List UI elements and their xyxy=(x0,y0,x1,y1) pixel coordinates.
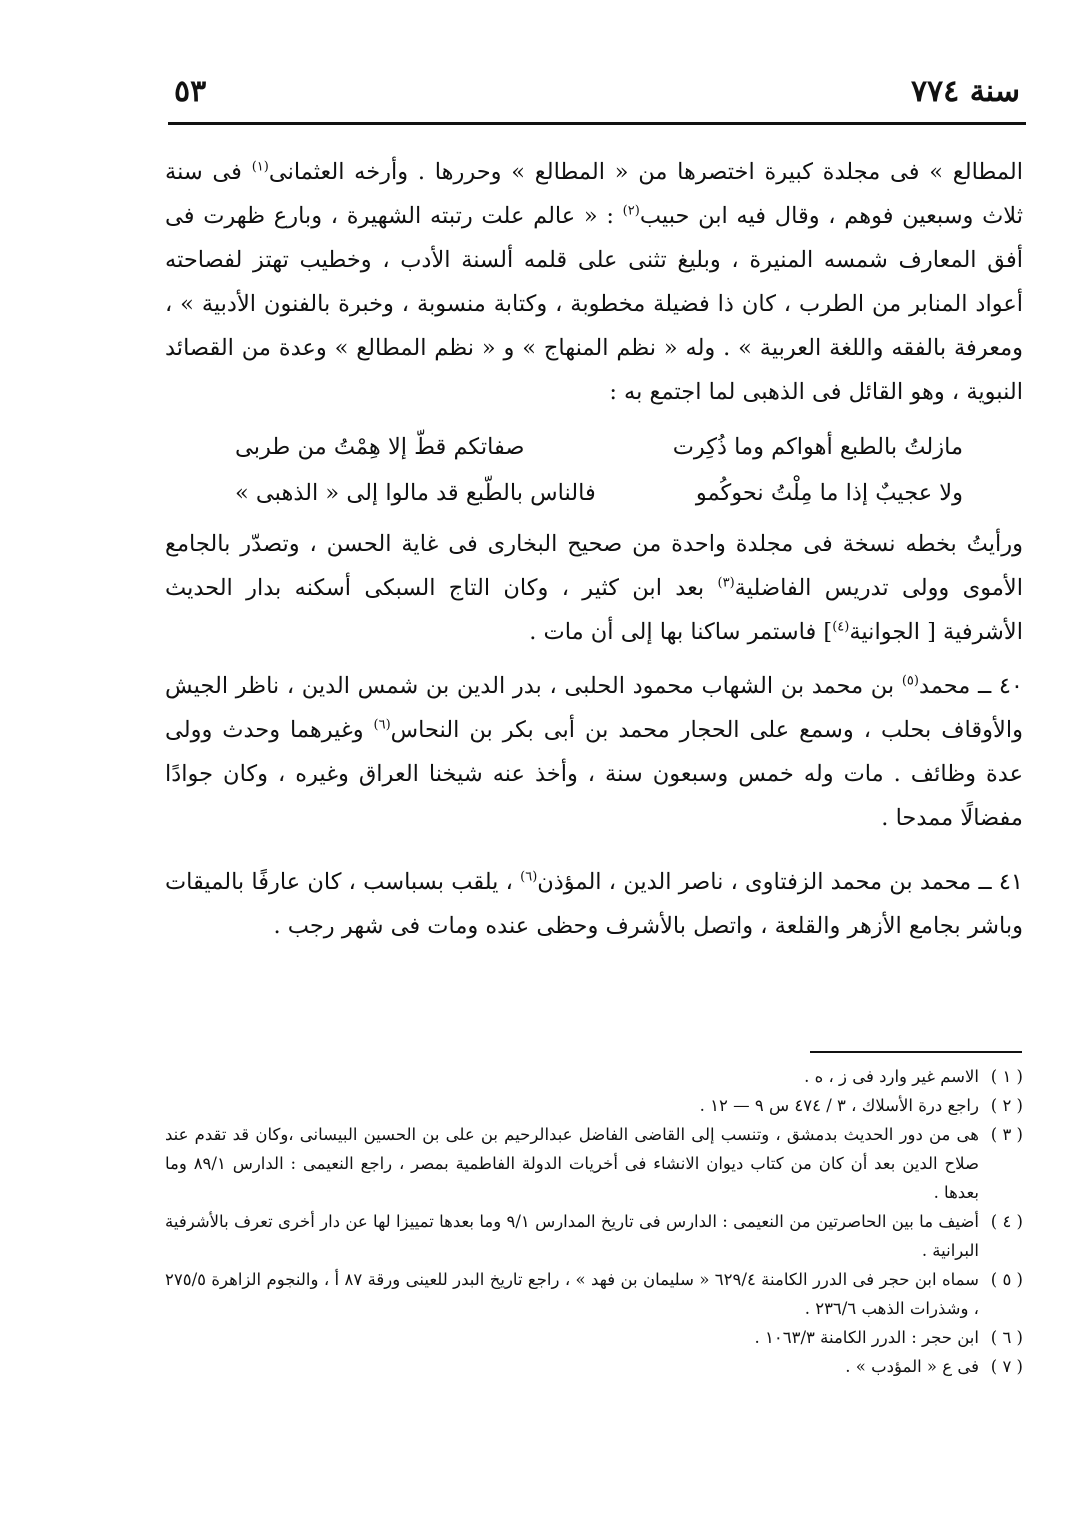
footnote-ref[interactable]: (٢) xyxy=(622,203,640,219)
hemistich-first: مازلتُ بالطبع أهواكم وما ذُكِرت xyxy=(672,434,963,460)
footnote xyxy=(165,1207,1023,1265)
verse-line xyxy=(165,470,1023,516)
footnote xyxy=(165,1091,1023,1120)
footnote xyxy=(165,1120,1023,1207)
footnote-text: أضيف ما بين الحاصرتين من النعيمى : الدارس فى تاريخ المدارس ٩/١ وما بعدها تمييزا لها عن دار أخرى تعرف بالأشرفية البرانية . xyxy=(165,1212,979,1260)
footnote-text: هى من دور الحديث بدمشق ، وتنسب إلى القاضى الفاضل عبدالرحيم بن على بن الحسين البيسانى ،وكان قد تقدم عند صلاح الدين بعد أن كان من كتاب ديوان الانشاء فى أخريات الدولة الفاطمية بمصر ، راجع النعيمى : الدارس ٨٩/١ وما بعدها . xyxy=(165,1125,979,1202)
hemistich-second: فالناس بالطّبع قد مالوا إلى « الذهبى » xyxy=(235,480,596,506)
footnote-ref[interactable]: (٦) xyxy=(520,869,538,885)
footnote-number: ( ٢ ) xyxy=(990,1096,1023,1115)
hemistich-second: صفاتكم قطّ إلا هِمْتُ من طربى xyxy=(235,434,525,460)
paragraph: ورأيتُ بخطه نسخة فى مجلدة واحدة من صحيح البخارى فى غاية الحسن ، وتصدّر بالجامع الأموى وولى تدريس الفاضلية$^{(٣)}$ بعد ابن كثير ، وكان التاج السبكى أسكنه بدار الحديث الأشرفية [ الجوانية$^{(٤)}$] فاستمر ساكنا بها إلى أن مات . xyxy=(165,531,1023,645)
footnote-ref[interactable]: (٤) xyxy=(832,619,850,635)
footnote-text: راجع درة الأسلاك ، ٣ / ٤٧٤ س ٩ — ١٢ . xyxy=(699,1096,979,1115)
paragraph: المطالع » فى مجلدة كبيرة اختصرها من « المطالع » وحررها . وأرخه العثمانى$^{(١)}$ فى سنة ثلاث وسبعين فوهم ، وقال فيه ابن حبيب$^{(٢)}$ : « عالم علت رتبته الشهيرة ، وبارع ظهرت فى أفق المعارف شمسه المنيرة ، وبليغ تثنى على قلمه ألسنة الأدب ، وخطيب تهتز لفصاحته أعواد المنابر من الطرب ، كان ذا فضيلة مخطوبة ، وكتابة منسوبة ، وخبرة بالفنون الأدبية » ، ومعرفة بالفقه واللغة العربية » . وله « نظم المنهاج » و « نظم المطالع » وعدة من القصائد النبوية ، وهو القائل فى الذهبى لما اجتمع به : xyxy=(165,159,1024,405)
entry-40: ٤٠ ــ محمد$^{(٥)}$ بن محمد بن الشهاب محمود الحلبى ، بدر الدين بن شمس الدين ، ناظر الجيش والأوقاف بحلب ، وسمع على الحجار محمد بن أبى بكر بن النحاس$^{(٦)}$ وغيرهما وحدث وولى عدة وظائف . مات وله خمس وسبعون سنة ، وأخذ عنه شيخنا العراق وغيره ، وكان جوادًا مفضالًا ممدحا . xyxy=(165,673,1024,831)
footnote xyxy=(165,1352,1023,1381)
footnote-divider xyxy=(810,1051,1022,1053)
footnote-text: سماه ابن حجر فى الدرر الكامنة ٦٢٩/٤ « سليمان بن فهد » ، راجع تاريخ البدر للعينى ورقة ٨٧ أ ، والنجوم الزاهرة ٢٧٥/٥ ، وشذرات الذهب ٢٣٦/٦ . xyxy=(165,1270,980,1318)
footnote-number: ( ٧ ) xyxy=(990,1357,1023,1376)
footnote-number: ( ٣ ) xyxy=(990,1125,1023,1144)
hemistich-first: ولا عجيبٌ إذا ما مِلْتُ نحوكُمو xyxy=(695,480,963,506)
page-header xyxy=(168,70,1026,125)
footnote-ref[interactable]: (١) xyxy=(251,159,269,175)
footnote-text: ابن حجر : الدرر الكامنة ١٠٦٣/٣ . xyxy=(754,1328,979,1347)
footnote-number: ( ١ ) xyxy=(990,1067,1023,1086)
footnote xyxy=(165,1062,1023,1091)
poem xyxy=(165,424,1023,516)
footnote xyxy=(165,1265,1023,1323)
footnote-number: ( ٤ ) xyxy=(990,1212,1023,1231)
footnote-text: الاسم غير وارد فى ز ، ه . xyxy=(804,1067,979,1086)
footnote-ref[interactable]: (٥) xyxy=(901,673,919,689)
footnote-ref[interactable]: (٣) xyxy=(717,575,735,591)
footnote xyxy=(165,1323,1023,1352)
main-text xyxy=(165,150,1023,948)
verse-line xyxy=(165,424,1023,470)
footnote-number: ( ٥ ) xyxy=(990,1270,1023,1289)
footnote-ref[interactable]: (٦) xyxy=(373,717,391,733)
entry-41: ٤١ ــ محمد بن محمد الزفتاوى ، ناصر الدين ، المؤذن$^{(٦)}$ ، يلقب بسباسب ، كان عارفًا بالميقات وباشر بجامع الأزهر والقلعة ، واتصل بالأشرف وحظى عنده ومات فى شهر رجب . xyxy=(165,869,1024,939)
footnotes xyxy=(165,1062,1023,1381)
footnote-text: فى ع « المؤدب » . xyxy=(845,1357,979,1376)
running-head-year: سنة ٧٧٤ xyxy=(910,74,1020,109)
footnote-number: ( ٦ ) xyxy=(990,1328,1023,1347)
page-number: ٥٣ xyxy=(174,74,207,109)
